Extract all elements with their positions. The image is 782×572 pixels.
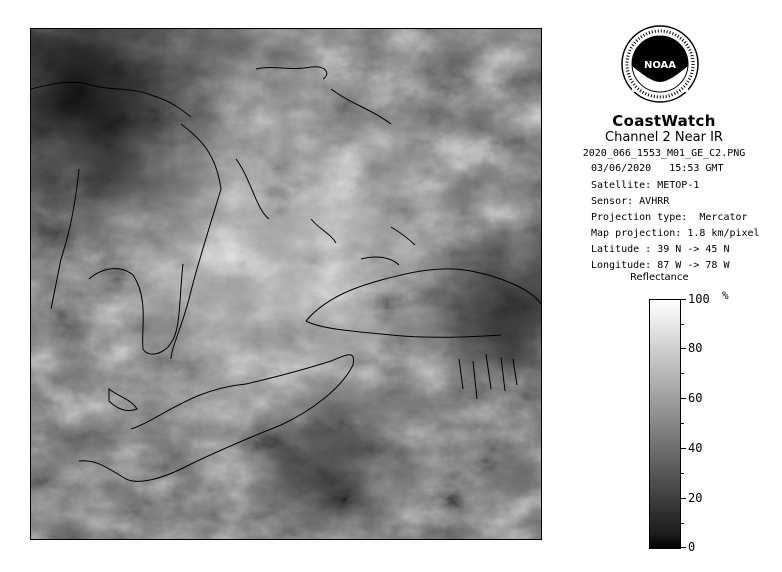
minor-tick <box>681 324 684 325</box>
major-tick <box>681 398 686 399</box>
tick-label-80: 80 <box>688 341 703 355</box>
scale-title: Reflectance <box>630 272 689 283</box>
minor-tick <box>681 423 684 424</box>
tick-label-0: 0 <box>688 540 696 554</box>
dark-clear-region-s <box>31 29 542 540</box>
tick-label-100: 100 <box>688 292 710 306</box>
tick-label-40: 40 <box>688 441 703 455</box>
noaa-logo <box>620 24 700 104</box>
satellite-image-svg <box>31 29 542 540</box>
major-tick <box>681 448 686 449</box>
channel-label: Channel 2 Near IR <box>605 130 723 145</box>
projection-type-label: Projection type: Mercator <box>591 212 748 223</box>
map-projection-label: Map projection: 1.8 km/pixel <box>591 228 760 239</box>
major-tick <box>681 299 686 300</box>
noaa-logo-icon <box>620 24 700 104</box>
tick-label-20: 20 <box>688 491 703 505</box>
major-tick <box>681 498 686 499</box>
filename-label: 2020_066_1553_M01_GE_C2.PNG <box>582 148 746 159</box>
time-label: 15:53 GMT <box>669 163 724 174</box>
satellite-label: Satellite: METOP-1 <box>591 180 700 191</box>
scale-unit: % <box>722 289 729 302</box>
noaa-logo-text: NOAA <box>643 60 677 71</box>
tick-label-60: 60 <box>688 391 703 405</box>
product-title: CoastWatch <box>612 112 716 130</box>
date-label: 03/06/2020 <box>591 163 652 174</box>
satellite-image <box>30 28 542 540</box>
major-tick <box>681 348 686 349</box>
minor-tick <box>681 473 684 474</box>
reflectance-colorbar <box>649 299 681 549</box>
datetime-line <box>591 163 723 174</box>
latitude-label: Latitude : 39 N -> 45 N <box>591 244 730 255</box>
major-tick <box>681 547 686 548</box>
minor-tick <box>681 523 684 524</box>
sensor-label: Sensor: AVHRR <box>591 196 670 207</box>
longitude-label: Longitude: 87 W -> 78 W <box>591 260 730 271</box>
minor-tick <box>681 373 684 374</box>
